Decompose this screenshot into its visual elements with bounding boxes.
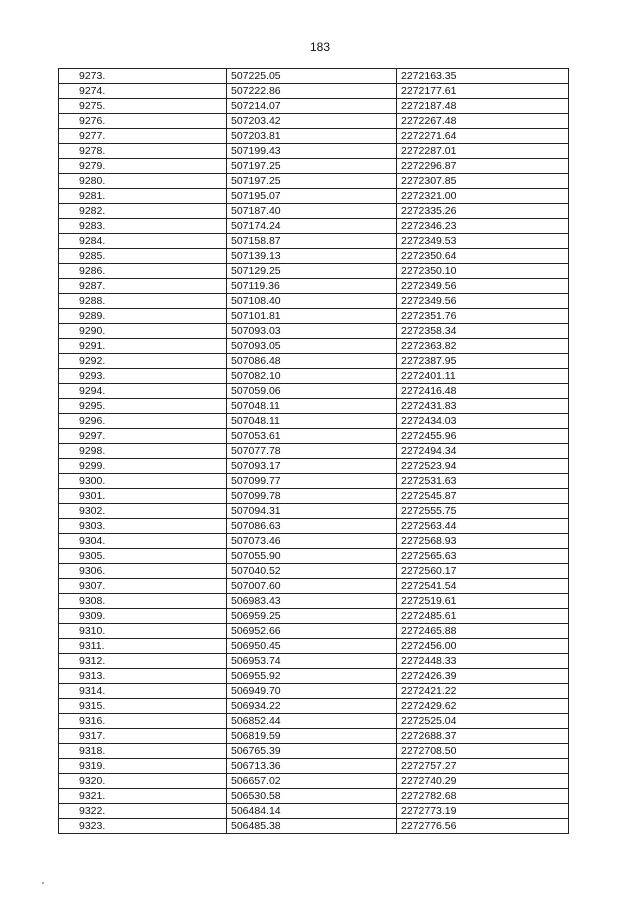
point-number-cell: 9320. bbox=[59, 774, 227, 789]
x-coordinate-cell: 507040.52 bbox=[227, 564, 397, 579]
table-row bbox=[59, 504, 569, 519]
y-coordinate-cell: 2272187.48 bbox=[397, 99, 569, 114]
table-row bbox=[59, 609, 569, 624]
table-row bbox=[59, 489, 569, 504]
x-coordinate-cell: 507222.86 bbox=[227, 84, 397, 99]
point-number-cell: 9305. bbox=[59, 549, 227, 564]
x-coordinate-cell: 507203.81 bbox=[227, 129, 397, 144]
x-coordinate-cell: 507086.63 bbox=[227, 519, 397, 534]
y-coordinate-cell: 2272525.04 bbox=[397, 714, 569, 729]
x-coordinate-cell: 507055.90 bbox=[227, 549, 397, 564]
x-coordinate-cell: 507203.42 bbox=[227, 114, 397, 129]
y-coordinate-cell: 2272773.19 bbox=[397, 804, 569, 819]
table-row bbox=[59, 114, 569, 129]
y-coordinate-cell: 2272401.11 bbox=[397, 369, 569, 384]
y-coordinate-cell: 2272541.54 bbox=[397, 579, 569, 594]
x-coordinate-cell: 506819.59 bbox=[227, 729, 397, 744]
x-coordinate-cell: 506484.14 bbox=[227, 804, 397, 819]
table-row bbox=[59, 714, 569, 729]
point-number-cell: 9317. bbox=[59, 729, 227, 744]
point-number-cell: 9293. bbox=[59, 369, 227, 384]
point-number-cell: 9297. bbox=[59, 429, 227, 444]
table-row bbox=[59, 549, 569, 564]
point-number-cell: 9273. bbox=[59, 69, 227, 84]
y-coordinate-cell: 2272346.23 bbox=[397, 219, 569, 234]
y-coordinate-cell: 2272426.39 bbox=[397, 669, 569, 684]
table-row bbox=[59, 324, 569, 339]
point-number-cell: 9308. bbox=[59, 594, 227, 609]
x-coordinate-cell: 507073.46 bbox=[227, 534, 397, 549]
x-coordinate-cell: 507101.81 bbox=[227, 309, 397, 324]
point-number-cell: 9298. bbox=[59, 444, 227, 459]
x-coordinate-cell: 507197.25 bbox=[227, 174, 397, 189]
y-coordinate-cell: 2272358.34 bbox=[397, 324, 569, 339]
point-number-cell: 9321. bbox=[59, 789, 227, 804]
y-coordinate-cell: 2272429.62 bbox=[397, 699, 569, 714]
point-number-cell: 9290. bbox=[59, 324, 227, 339]
table-row bbox=[59, 789, 569, 804]
y-coordinate-cell: 2272349.53 bbox=[397, 234, 569, 249]
point-number-cell: 9319. bbox=[59, 759, 227, 774]
table-row bbox=[59, 129, 569, 144]
x-coordinate-cell: 507048.11 bbox=[227, 399, 397, 414]
point-number-cell: 9288. bbox=[59, 294, 227, 309]
coordinates-table bbox=[58, 68, 569, 834]
point-number-cell: 9323. bbox=[59, 819, 227, 834]
y-coordinate-cell: 2272776.56 bbox=[397, 819, 569, 834]
y-coordinate-cell: 2272485.61 bbox=[397, 609, 569, 624]
y-coordinate-cell: 2272555.75 bbox=[397, 504, 569, 519]
point-number-cell: 9322. bbox=[59, 804, 227, 819]
x-coordinate-cell: 506713.36 bbox=[227, 759, 397, 774]
table-row bbox=[59, 159, 569, 174]
scan-speck bbox=[42, 882, 44, 884]
x-coordinate-cell: 507007.60 bbox=[227, 579, 397, 594]
point-number-cell: 9275. bbox=[59, 99, 227, 114]
table-row bbox=[59, 144, 569, 159]
y-coordinate-cell: 2272545.87 bbox=[397, 489, 569, 504]
x-coordinate-cell: 506852.44 bbox=[227, 714, 397, 729]
point-number-cell: 9299. bbox=[59, 459, 227, 474]
point-number-cell: 9279. bbox=[59, 159, 227, 174]
table-row bbox=[59, 339, 569, 354]
y-coordinate-cell: 2272307.85 bbox=[397, 174, 569, 189]
table-row bbox=[59, 594, 569, 609]
y-coordinate-cell: 2272350.10 bbox=[397, 264, 569, 279]
point-number-cell: 9280. bbox=[59, 174, 227, 189]
point-number-cell: 9278. bbox=[59, 144, 227, 159]
point-number-cell: 9276. bbox=[59, 114, 227, 129]
x-coordinate-cell: 507093.17 bbox=[227, 459, 397, 474]
table-row bbox=[59, 519, 569, 534]
point-number-cell: 9284. bbox=[59, 234, 227, 249]
point-number-cell: 9301. bbox=[59, 489, 227, 504]
y-coordinate-cell: 2272782.68 bbox=[397, 789, 569, 804]
table-row bbox=[59, 759, 569, 774]
point-number-cell: 9296. bbox=[59, 414, 227, 429]
table-row bbox=[59, 234, 569, 249]
y-coordinate-cell: 2272563.44 bbox=[397, 519, 569, 534]
x-coordinate-cell: 507158.87 bbox=[227, 234, 397, 249]
table-row bbox=[59, 69, 569, 84]
y-coordinate-cell: 2272287.01 bbox=[397, 144, 569, 159]
x-coordinate-cell: 507099.77 bbox=[227, 474, 397, 489]
y-coordinate-cell: 2272350.64 bbox=[397, 249, 569, 264]
x-coordinate-cell: 507214.07 bbox=[227, 99, 397, 114]
point-number-cell: 9287. bbox=[59, 279, 227, 294]
table-row bbox=[59, 189, 569, 204]
y-coordinate-cell: 2272351.76 bbox=[397, 309, 569, 324]
table-row bbox=[59, 204, 569, 219]
x-coordinate-cell: 507048.11 bbox=[227, 414, 397, 429]
y-coordinate-cell: 2272363.82 bbox=[397, 339, 569, 354]
table-row bbox=[59, 219, 569, 234]
table-row bbox=[59, 654, 569, 669]
x-coordinate-cell: 507093.03 bbox=[227, 324, 397, 339]
x-coordinate-cell: 506953.74 bbox=[227, 654, 397, 669]
coordinates-table-body bbox=[59, 69, 569, 834]
point-number-cell: 9307. bbox=[59, 579, 227, 594]
y-coordinate-cell: 2272267.48 bbox=[397, 114, 569, 129]
y-coordinate-cell: 2272531.63 bbox=[397, 474, 569, 489]
point-number-cell: 9318. bbox=[59, 744, 227, 759]
table-row bbox=[59, 369, 569, 384]
y-coordinate-cell: 2272431.83 bbox=[397, 399, 569, 414]
x-coordinate-cell: 507099.78 bbox=[227, 489, 397, 504]
x-coordinate-cell: 506530.58 bbox=[227, 789, 397, 804]
x-coordinate-cell: 507225.05 bbox=[227, 69, 397, 84]
point-number-cell: 9274. bbox=[59, 84, 227, 99]
table-row bbox=[59, 669, 569, 684]
table-row bbox=[59, 99, 569, 114]
point-number-cell: 9304. bbox=[59, 534, 227, 549]
y-coordinate-cell: 2272560.17 bbox=[397, 564, 569, 579]
y-coordinate-cell: 2272163.35 bbox=[397, 69, 569, 84]
x-coordinate-cell: 507086.48 bbox=[227, 354, 397, 369]
x-coordinate-cell: 506949.70 bbox=[227, 684, 397, 699]
table-row bbox=[59, 264, 569, 279]
x-coordinate-cell: 506950.45 bbox=[227, 639, 397, 654]
point-number-cell: 9310. bbox=[59, 624, 227, 639]
point-number-cell: 9292. bbox=[59, 354, 227, 369]
point-number-cell: 9294. bbox=[59, 384, 227, 399]
x-coordinate-cell: 507082.10 bbox=[227, 369, 397, 384]
x-coordinate-cell: 506983.43 bbox=[227, 594, 397, 609]
point-number-cell: 9313. bbox=[59, 669, 227, 684]
table-row bbox=[59, 279, 569, 294]
table-row bbox=[59, 249, 569, 264]
table-row bbox=[59, 639, 569, 654]
point-number-cell: 9295. bbox=[59, 399, 227, 414]
y-coordinate-cell: 2272565.63 bbox=[397, 549, 569, 564]
table-row bbox=[59, 729, 569, 744]
x-coordinate-cell: 506955.92 bbox=[227, 669, 397, 684]
x-coordinate-cell: 507197.25 bbox=[227, 159, 397, 174]
y-coordinate-cell: 2272708.50 bbox=[397, 744, 569, 759]
y-coordinate-cell: 2272321.00 bbox=[397, 189, 569, 204]
x-coordinate-cell: 507174.24 bbox=[227, 219, 397, 234]
y-coordinate-cell: 2272349.56 bbox=[397, 294, 569, 309]
y-coordinate-cell: 2272456.00 bbox=[397, 639, 569, 654]
y-coordinate-cell: 2272494.34 bbox=[397, 444, 569, 459]
x-coordinate-cell: 507195.07 bbox=[227, 189, 397, 204]
x-coordinate-cell: 507119.36 bbox=[227, 279, 397, 294]
table-row bbox=[59, 84, 569, 99]
y-coordinate-cell: 2272465.88 bbox=[397, 624, 569, 639]
y-coordinate-cell: 2272296.87 bbox=[397, 159, 569, 174]
point-number-cell: 9285. bbox=[59, 249, 227, 264]
table-row bbox=[59, 309, 569, 324]
table-row bbox=[59, 579, 569, 594]
y-coordinate-cell: 2272448.33 bbox=[397, 654, 569, 669]
table-row bbox=[59, 459, 569, 474]
y-coordinate-cell: 2272335.26 bbox=[397, 204, 569, 219]
table-row bbox=[59, 294, 569, 309]
table-row bbox=[59, 174, 569, 189]
table-row bbox=[59, 804, 569, 819]
y-coordinate-cell: 2272421.22 bbox=[397, 684, 569, 699]
x-coordinate-cell: 507199.43 bbox=[227, 144, 397, 159]
x-coordinate-cell: 507094.31 bbox=[227, 504, 397, 519]
point-number-cell: 9302. bbox=[59, 504, 227, 519]
table-row bbox=[59, 474, 569, 489]
table-row bbox=[59, 534, 569, 549]
table-row bbox=[59, 774, 569, 789]
point-number-cell: 9283. bbox=[59, 219, 227, 234]
table-row bbox=[59, 354, 569, 369]
table-row bbox=[59, 624, 569, 639]
table-row bbox=[59, 384, 569, 399]
x-coordinate-cell: 507139.13 bbox=[227, 249, 397, 264]
y-coordinate-cell: 2272349.56 bbox=[397, 279, 569, 294]
table-row bbox=[59, 444, 569, 459]
point-number-cell: 9314. bbox=[59, 684, 227, 699]
x-coordinate-cell: 507108.40 bbox=[227, 294, 397, 309]
point-number-cell: 9291. bbox=[59, 339, 227, 354]
point-number-cell: 9312. bbox=[59, 654, 227, 669]
table-row bbox=[59, 699, 569, 714]
x-coordinate-cell: 507077.78 bbox=[227, 444, 397, 459]
y-coordinate-cell: 2272740.29 bbox=[397, 774, 569, 789]
y-coordinate-cell: 2272416.48 bbox=[397, 384, 569, 399]
x-coordinate-cell: 506485.38 bbox=[227, 819, 397, 834]
table-row bbox=[59, 564, 569, 579]
y-coordinate-cell: 2272519.61 bbox=[397, 594, 569, 609]
point-number-cell: 9315. bbox=[59, 699, 227, 714]
table-row bbox=[59, 399, 569, 414]
point-number-cell: 9289. bbox=[59, 309, 227, 324]
y-coordinate-cell: 2272271.64 bbox=[397, 129, 569, 144]
table-row bbox=[59, 819, 569, 834]
point-number-cell: 9311. bbox=[59, 639, 227, 654]
x-coordinate-cell: 506959.25 bbox=[227, 609, 397, 624]
y-coordinate-cell: 2272568.93 bbox=[397, 534, 569, 549]
x-coordinate-cell: 506657.02 bbox=[227, 774, 397, 789]
page-number: 183 bbox=[309, 40, 331, 54]
point-number-cell: 9281. bbox=[59, 189, 227, 204]
y-coordinate-cell: 2272523.94 bbox=[397, 459, 569, 474]
x-coordinate-cell: 506765.39 bbox=[227, 744, 397, 759]
point-number-cell: 9309. bbox=[59, 609, 227, 624]
point-number-cell: 9300. bbox=[59, 474, 227, 489]
y-coordinate-cell: 2272387.95 bbox=[397, 354, 569, 369]
x-coordinate-cell: 507187.40 bbox=[227, 204, 397, 219]
point-number-cell: 9282. bbox=[59, 204, 227, 219]
x-coordinate-cell: 507059.06 bbox=[227, 384, 397, 399]
y-coordinate-cell: 2272177.61 bbox=[397, 84, 569, 99]
x-coordinate-cell: 507053.61 bbox=[227, 429, 397, 444]
table-row bbox=[59, 414, 569, 429]
x-coordinate-cell: 506952.66 bbox=[227, 624, 397, 639]
x-coordinate-cell: 507093.05 bbox=[227, 339, 397, 354]
y-coordinate-cell: 2272688.37 bbox=[397, 729, 569, 744]
table-row bbox=[59, 684, 569, 699]
point-number-cell: 9286. bbox=[59, 264, 227, 279]
table-row bbox=[59, 429, 569, 444]
point-number-cell: 9277. bbox=[59, 129, 227, 144]
point-number-cell: 9316. bbox=[59, 714, 227, 729]
y-coordinate-cell: 2272455.96 bbox=[397, 429, 569, 444]
table-row bbox=[59, 744, 569, 759]
y-coordinate-cell: 2272757.27 bbox=[397, 759, 569, 774]
x-coordinate-cell: 506934.22 bbox=[227, 699, 397, 714]
x-coordinate-cell: 507129.25 bbox=[227, 264, 397, 279]
point-number-cell: 9306. bbox=[59, 564, 227, 579]
point-number-cell: 9303. bbox=[59, 519, 227, 534]
y-coordinate-cell: 2272434.03 bbox=[397, 414, 569, 429]
